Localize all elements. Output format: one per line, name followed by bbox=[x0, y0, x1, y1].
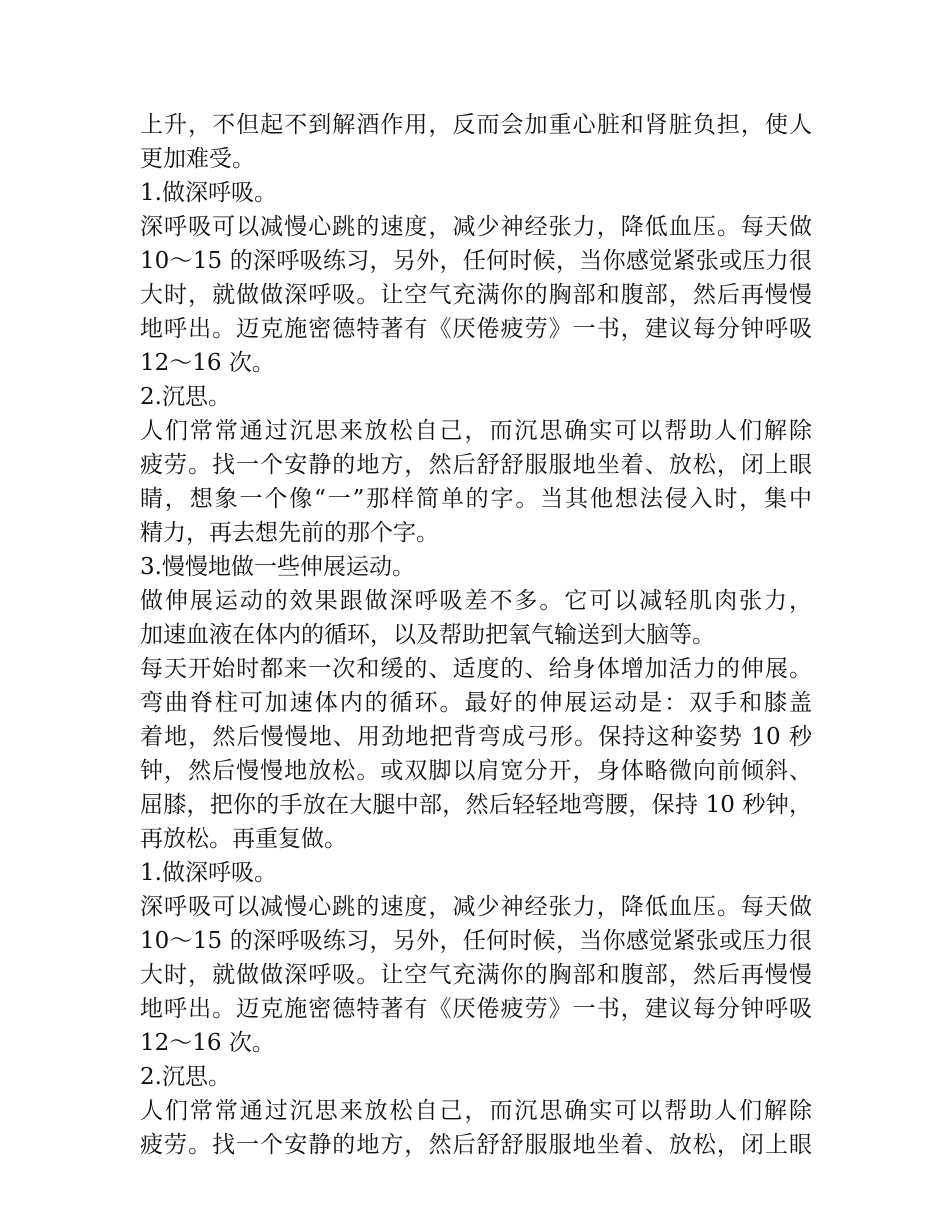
document-page bbox=[140, 108, 812, 1162]
text-line: 人们常常通过沉思来放松自己，而沉思确实可以帮助人们解除 bbox=[140, 1098, 812, 1124]
text-line: 大时，就做做深呼吸。让空气充满你的胸部和腹部，然后再慢慢 bbox=[140, 962, 812, 988]
text-line: 做伸展运动的效果跟做深呼吸差不多。它可以减轻肌肉张力， bbox=[140, 588, 812, 614]
text-line: 地呼出。迈克施密德特著有《厌倦疲劳》一书，建议每分钟呼吸 bbox=[140, 996, 812, 1022]
text-line: 钟，然后慢慢地放松。或双脚以肩宽分开，身体略微向前倾斜、 bbox=[140, 758, 812, 784]
text-line: 着地，然后慢慢地、用劲地把背弯成弓形。保持这种姿势 10 秒 bbox=[140, 724, 812, 750]
text-line: 疲劳。找一个安静的地方，然后舒舒服服地坐着、放松，闭上眼 bbox=[140, 1132, 812, 1158]
text-line: 睛，想象一个像“一”那样简单的字。当其他想法侵入时，集中 bbox=[140, 486, 812, 512]
section-heading: 1.做深呼吸。 bbox=[140, 180, 277, 206]
text-line: 地呼出。迈克施密德特著有《厌倦疲劳》一书，建议每分钟呼吸 bbox=[140, 316, 812, 342]
section-heading: 2.沉思。 bbox=[140, 1064, 231, 1090]
text-line: 再放松。再重复做。 bbox=[140, 826, 347, 852]
text-line: 10～15 的深呼吸练习，另外，任何时候，当你感觉紧张或压力很 bbox=[140, 928, 812, 954]
text-line: 更加难受。 bbox=[140, 146, 255, 172]
text-line: 深呼吸可以减慢心跳的速度，减少神经张力，降低血压。每天做 bbox=[140, 894, 812, 920]
text-line: 12～16 次。 bbox=[140, 350, 275, 376]
text-line: 10～15 的深呼吸练习，另外，任何时候，当你感觉紧张或压力很 bbox=[140, 248, 812, 274]
text-line: 大时，就做做深呼吸。让空气充满你的胸部和腹部，然后再慢慢 bbox=[140, 282, 812, 308]
section-heading: 3.慢慢地做一些伸展运动。 bbox=[140, 554, 415, 580]
text-line: 屈膝，把你的手放在大腿中部，然后轻轻地弯腰，保持 10 秒钟， bbox=[140, 792, 812, 818]
section-heading: 1.做深呼吸。 bbox=[140, 860, 277, 886]
text-line: 人们常常通过沉思来放松自己，而沉思确实可以帮助人们解除 bbox=[140, 418, 812, 444]
text-line: 12～16 次。 bbox=[140, 1030, 275, 1056]
text-line: 上升，不但起不到解酒作用，反而会加重心脏和肾脏负担，使人 bbox=[140, 112, 812, 138]
text-line: 精力，再去想先前的那个字。 bbox=[140, 520, 439, 546]
text-line: 弯曲脊柱可加速体内的循环。最好的伸展运动是：双手和膝盖 bbox=[140, 690, 812, 716]
text-line: 深呼吸可以减慢心跳的速度，减少神经张力，降低血压。每天做 bbox=[140, 214, 812, 240]
text-line: 疲劳。找一个安静的地方，然后舒舒服服地坐着、放松，闭上眼 bbox=[140, 452, 812, 478]
text-line: 每天开始时都来一次和缓的、适度的、给身体增加活力的伸展。 bbox=[140, 656, 812, 682]
text-line: 加速血液在体内的循环，以及帮助把氧气输送到大脑等。 bbox=[140, 622, 715, 648]
section-heading: 2.沉思。 bbox=[140, 384, 231, 410]
